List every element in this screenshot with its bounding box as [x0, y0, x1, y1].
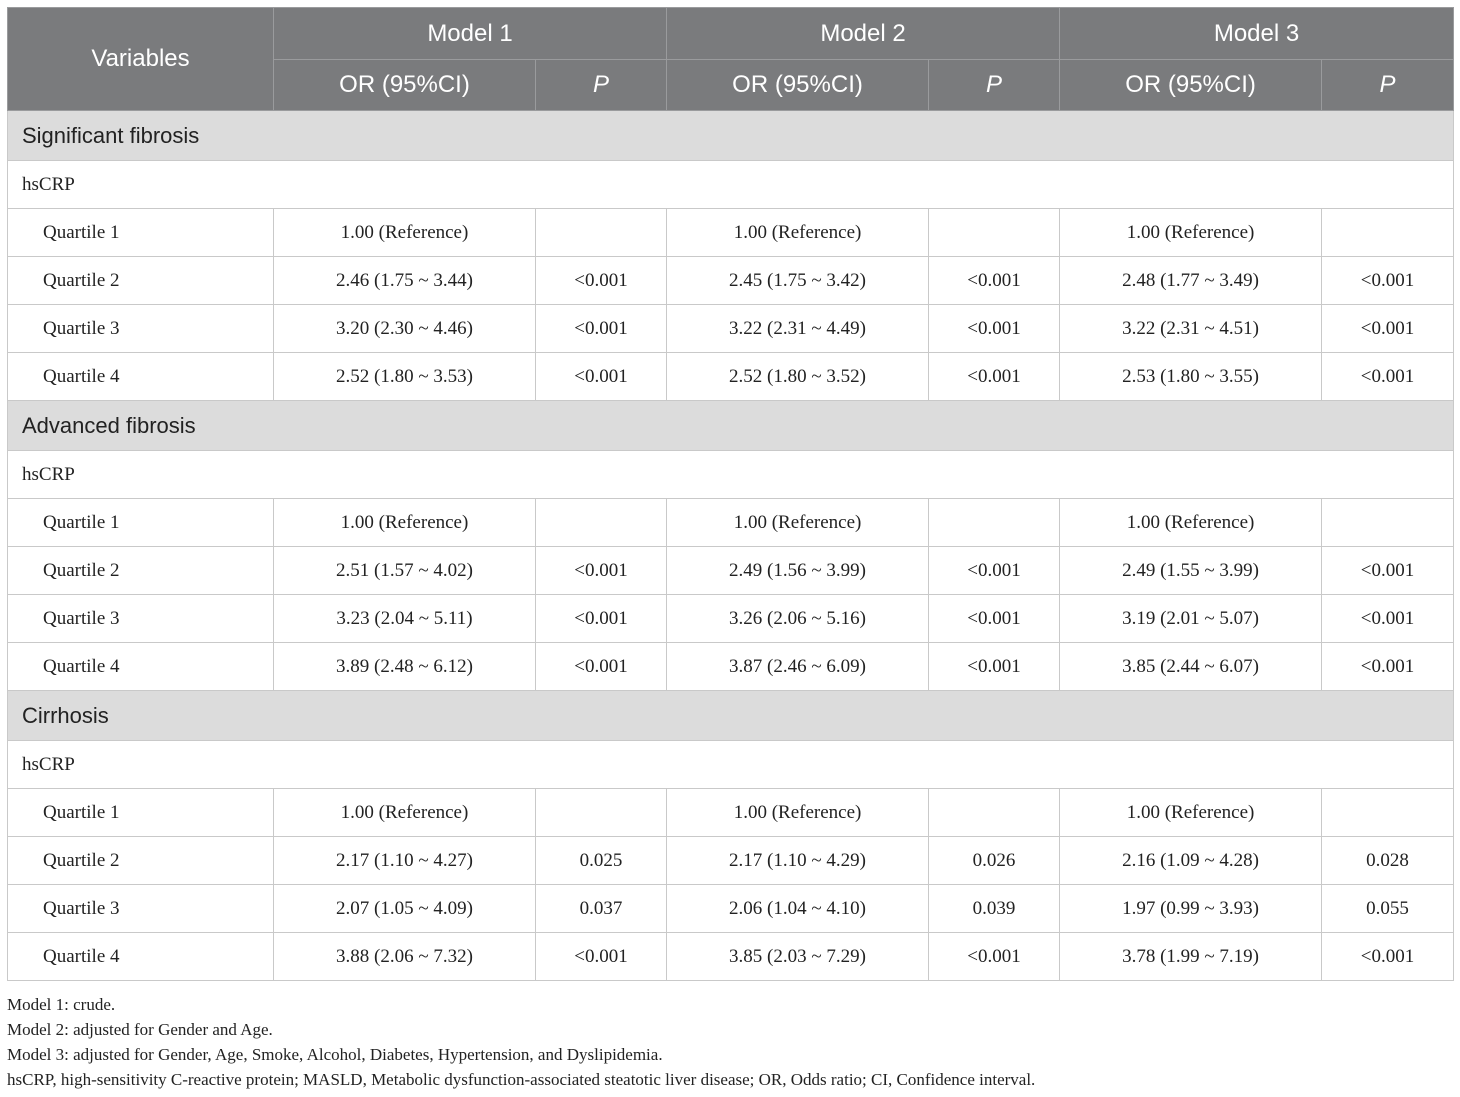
table-row: [8, 595, 1454, 643]
or-cell: 3.85 (2.44 ~ 6.07): [1060, 643, 1322, 691]
or-cell: 2.17 (1.10 ~ 4.27): [274, 837, 536, 885]
row-label: Quartile 4: [8, 933, 274, 981]
row-label: Quartile 4: [8, 353, 274, 401]
section-title: Significant fibrosis: [8, 111, 1454, 161]
p-value-cell: <0.001: [1322, 547, 1454, 595]
p-value-cell: <0.001: [929, 595, 1060, 643]
row-label: Quartile 1: [8, 789, 274, 837]
footnote-line: Model 1: crude.: [7, 995, 116, 1014]
p-value-cell: <0.001: [1322, 643, 1454, 691]
or-cell: 1.00 (Reference): [274, 499, 536, 547]
p-value-cell: <0.001: [536, 595, 667, 643]
or-cell: 3.89 (2.48 ~ 6.12): [274, 643, 536, 691]
table-row: [8, 547, 1454, 595]
variables-header: Variables: [8, 8, 274, 111]
p-value-cell: <0.001: [1322, 257, 1454, 305]
table-row: [8, 643, 1454, 691]
footnote-line: Model 3: adjusted for Gender, Age, Smoke, Alcohol, Diabetes, Hypertension, and Dyslipidemia.: [7, 1045, 663, 1064]
or-cell: 2.49 (1.55 ~ 3.99): [1060, 547, 1322, 595]
or-cell: 1.00 (Reference): [1060, 209, 1322, 257]
p-value-cell: <0.001: [536, 257, 667, 305]
table-row: [8, 499, 1454, 547]
or-cell: 2.45 (1.75 ~ 3.42): [667, 257, 929, 305]
model-1-header: Model 1: [274, 8, 667, 60]
p-value-cell: [536, 209, 667, 257]
model-3-or-header: OR (95%CI): [1060, 60, 1322, 111]
row-label: Quartile 2: [8, 837, 274, 885]
p-value-cell: <0.001: [1322, 305, 1454, 353]
p-value-cell: [1322, 209, 1454, 257]
p-value-cell: <0.001: [536, 933, 667, 981]
section-row: [8, 691, 1454, 741]
p-value-cell: 0.055: [1322, 885, 1454, 933]
model-1-or-header: OR (95%CI): [274, 60, 536, 111]
p-value-cell: [929, 209, 1060, 257]
p-value-cell: [1322, 499, 1454, 547]
or-cell: 1.00 (Reference): [1060, 499, 1322, 547]
or-cell: 3.85 (2.03 ~ 7.29): [667, 933, 929, 981]
or-cell: 3.22 (2.31 ~ 4.49): [667, 305, 929, 353]
p-value-cell: <0.001: [929, 353, 1060, 401]
row-label: Quartile 4: [8, 643, 274, 691]
or-cell: 2.07 (1.05 ~ 4.09): [274, 885, 536, 933]
or-cell: 3.20 (2.30 ~ 4.46): [274, 305, 536, 353]
or-cell: 1.00 (Reference): [667, 209, 929, 257]
p-value-cell: <0.001: [929, 305, 1060, 353]
p-value-cell: 0.026: [929, 837, 1060, 885]
or-cell: 2.52 (1.80 ~ 3.53): [274, 353, 536, 401]
table-row: [8, 837, 1454, 885]
row-label: Quartile 1: [8, 499, 274, 547]
p-value-cell: [536, 789, 667, 837]
table-row: [8, 209, 1454, 257]
row-label: Quartile 3: [8, 885, 274, 933]
model-2-p-header: P: [929, 60, 1060, 111]
p-value-cell: [536, 499, 667, 547]
footnotes: [7, 992, 1453, 1092]
footnote-line: hsCRP, high-sensitivity C-reactive protein; MASLD, Metabolic dysfunction-associated steatotic liver disease; OR, Odds ratio; CI, Confidence interval.: [7, 1070, 1036, 1089]
p-value-cell: <0.001: [536, 305, 667, 353]
p-value-cell: 0.028: [1322, 837, 1454, 885]
results-table: [7, 7, 1454, 981]
subgroup-row: [8, 741, 1454, 789]
or-cell: 3.78 (1.99 ~ 7.19): [1060, 933, 1322, 981]
or-cell: 2.49 (1.56 ~ 3.99): [667, 547, 929, 595]
subgroup-label: hsCRP: [8, 741, 1454, 789]
model-1-p-header: P: [536, 60, 667, 111]
row-label: Quartile 2: [8, 257, 274, 305]
row-label: Quartile 2: [8, 547, 274, 595]
p-value-cell: <0.001: [1322, 595, 1454, 643]
or-cell: 2.16 (1.09 ~ 4.28): [1060, 837, 1322, 885]
section-row: [8, 401, 1454, 451]
or-cell: 3.26 (2.06 ~ 5.16): [667, 595, 929, 643]
p-value-cell: <0.001: [929, 257, 1060, 305]
p-value-cell: <0.001: [929, 547, 1060, 595]
or-cell: 2.46 (1.75 ~ 3.44): [274, 257, 536, 305]
p-value-cell: 0.037: [536, 885, 667, 933]
model-2-header: Model 2: [667, 8, 1060, 60]
or-cell: 2.51 (1.57 ~ 4.02): [274, 547, 536, 595]
table-row: [8, 353, 1454, 401]
table-row: [8, 257, 1454, 305]
row-label: Quartile 3: [8, 595, 274, 643]
p-value-cell: 0.025: [536, 837, 667, 885]
p-value-cell: <0.001: [1322, 933, 1454, 981]
table-row: [8, 789, 1454, 837]
or-cell: 3.87 (2.46 ~ 6.09): [667, 643, 929, 691]
p-value-cell: <0.001: [1322, 353, 1454, 401]
table-row: [8, 885, 1454, 933]
or-cell: 1.00 (Reference): [667, 499, 929, 547]
or-cell: 3.23 (2.04 ~ 5.11): [274, 595, 536, 643]
p-value-cell: [929, 499, 1060, 547]
subgroup-label: hsCRP: [8, 161, 1454, 209]
or-cell: 1.00 (Reference): [274, 789, 536, 837]
p-value-cell: <0.001: [929, 933, 1060, 981]
p-value-cell: [929, 789, 1060, 837]
or-cell: 1.00 (Reference): [667, 789, 929, 837]
p-value-cell: <0.001: [536, 643, 667, 691]
p-value-cell: 0.039: [929, 885, 1060, 933]
table-header: [8, 8, 1454, 111]
or-cell: 2.17 (1.10 ~ 4.29): [667, 837, 929, 885]
or-cell: 1.97 (0.99 ~ 3.93): [1060, 885, 1322, 933]
section-title: Cirrhosis: [8, 691, 1454, 741]
or-cell: 2.06 (1.04 ~ 4.10): [667, 885, 929, 933]
p-value-cell: <0.001: [536, 547, 667, 595]
or-cell: 2.52 (1.80 ~ 3.52): [667, 353, 929, 401]
model-3-header: Model 3: [1060, 8, 1454, 60]
or-cell: 2.48 (1.77 ~ 3.49): [1060, 257, 1322, 305]
p-value-cell: <0.001: [929, 643, 1060, 691]
or-cell: 1.00 (Reference): [274, 209, 536, 257]
or-cell: 3.22 (2.31 ~ 4.51): [1060, 305, 1322, 353]
p-value-cell: <0.001: [536, 353, 667, 401]
subgroup-label: hsCRP: [8, 451, 1454, 499]
p-value-cell: [1322, 789, 1454, 837]
model-2-or-header: OR (95%CI): [667, 60, 929, 111]
section-title: Advanced fibrosis: [8, 401, 1454, 451]
subgroup-row: [8, 161, 1454, 209]
table-body: [8, 111, 1454, 981]
table-row: [8, 933, 1454, 981]
row-label: Quartile 1: [8, 209, 274, 257]
table-row: [8, 305, 1454, 353]
model-3-p-header: P: [1322, 60, 1454, 111]
or-cell: 3.19 (2.01 ~ 5.07): [1060, 595, 1322, 643]
or-cell: 2.53 (1.80 ~ 3.55): [1060, 353, 1322, 401]
or-cell: 1.00 (Reference): [1060, 789, 1322, 837]
footnote-line: Model 2: adjusted for Gender and Age.: [7, 1020, 273, 1039]
section-row: [8, 111, 1454, 161]
row-label: Quartile 3: [8, 305, 274, 353]
or-cell: 3.88 (2.06 ~ 7.32): [274, 933, 536, 981]
subgroup-row: [8, 451, 1454, 499]
